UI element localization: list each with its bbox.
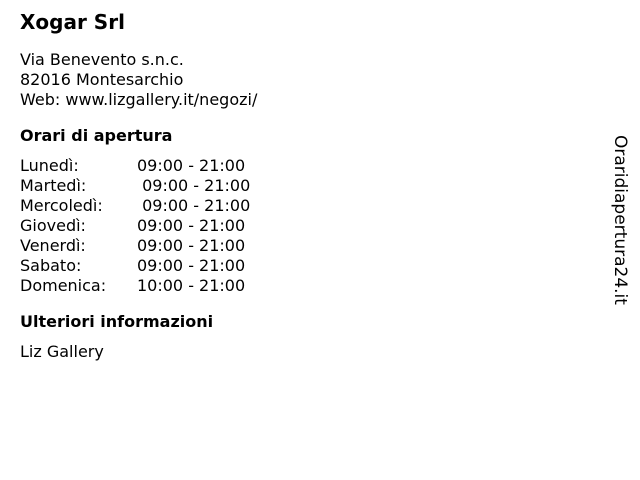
hours-row-thursday [20,216,250,236]
hours-row-saturday [20,256,250,276]
opening-hours-table [20,156,250,296]
opening-hours-heading: Orari di apertura [20,126,173,145]
time-range: 09:00 - 21:00 [137,236,246,255]
additional-info-heading: Ulteriori informazioni [20,312,214,331]
hours-row-sunday [20,276,250,296]
website-line: Web: www.lizgallery.it/negozi/ [20,90,258,109]
street-address: Via Benevento s.n.c. [20,50,184,69]
hours-row-wednesday [20,196,250,216]
day-label: Venerdì: [20,236,86,255]
day-label: Lunedì: [20,156,79,175]
day-label: Mercoledì: [20,196,103,215]
business-name: Xogar Srl [20,10,125,34]
hours-row-monday [20,156,250,176]
hours-row-tuesday [20,176,250,196]
day-label: Domenica: [20,276,107,295]
time-range: 09:00 - 21:00 [137,196,251,215]
address-block [20,50,580,110]
day-label: Sabato: [20,256,82,275]
site-brand-text: Oraridiapertura24.it [610,135,630,305]
site-brand [608,135,632,307]
time-range: 09:00 - 21:00 [137,216,246,235]
time-range: 10:00 - 21:00 [137,276,246,295]
day-label: Martedì: [20,176,87,195]
additional-info-text: Liz Gallery [20,342,104,361]
time-range: 09:00 - 21:00 [137,176,251,195]
day-label: Giovedì: [20,216,86,235]
time-range: 09:00 - 21:00 [137,156,246,175]
business-card [20,8,580,362]
time-range: 09:00 - 21:00 [137,256,246,275]
city-address: 82016 Montesarchio [20,70,184,89]
hours-row-friday [20,236,250,256]
